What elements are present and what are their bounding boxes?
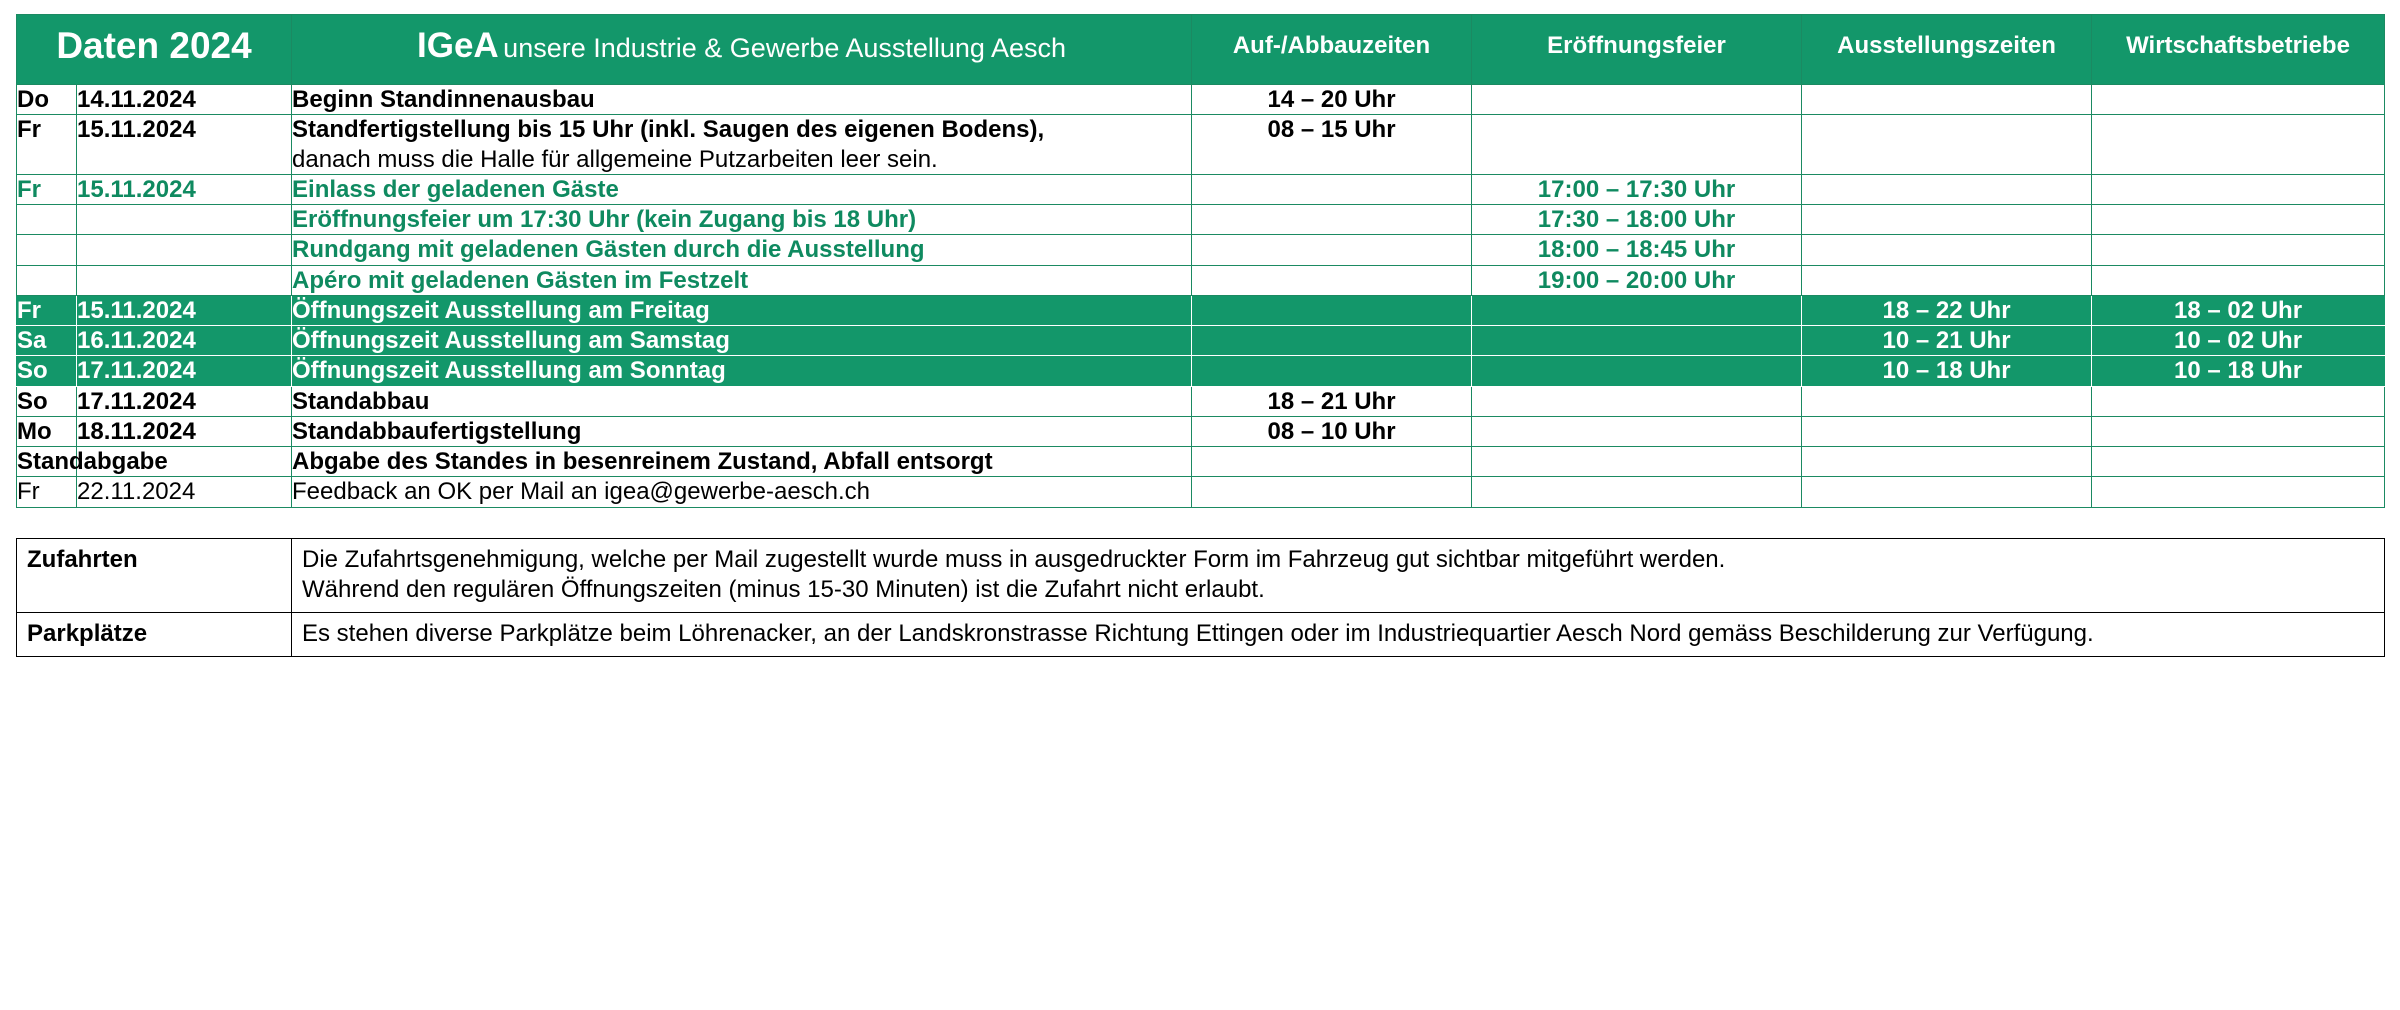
row-wirtschaftszeit: 10 – 02 Uhr (2092, 326, 2385, 356)
row-wirtschaftszeit (2092, 265, 2385, 295)
row-eroeffnungszeit: 17:00 – 17:30 Uhr (1472, 174, 1802, 204)
row-date: 15.11.2024 (77, 115, 292, 175)
row-aufbauzeit (1192, 477, 1472, 507)
schedule-table (16, 14, 2385, 508)
row-description-main: Standabbaufertigstellung (292, 417, 582, 445)
row-aufbauzeit: 14 – 20 Uhr (1192, 85, 1472, 115)
row-description-main: Eröffnungsfeier um 17:30 Uhr (kein Zugang bis 18 Uhr) (292, 206, 917, 234)
row-description-main: Öffnungszeit Ausstellung am Sonntag (292, 357, 726, 385)
column-header-wirtschaftsbetriebe: Wirtschaftsbetriebe (2092, 15, 2385, 85)
row-date (77, 235, 292, 265)
row-date: 15.11.2024 (77, 174, 292, 204)
row-aufbauzeit (1192, 295, 1472, 325)
row-aufbauzeit: 08 – 15 Uhr (1192, 115, 1472, 175)
row-eroeffnungszeit (1472, 326, 1802, 356)
notes-text-line1: Die Zufahrtsgenehmigung, welche per Mail zugestellt wurde muss in ausgedruckter Form im Fahrzeug gut sichtbar mitgeführt werden. (302, 545, 1726, 573)
table-row (17, 205, 2385, 235)
row-eroeffnungszeit: 19:00 – 20:00 Uhr (1472, 265, 1802, 295)
row-ausstellungszeit (1802, 447, 2092, 477)
notes-row (17, 538, 2385, 612)
row-eroeffnungszeit (1472, 85, 1802, 115)
row-day: Sa (17, 326, 77, 356)
table-row (17, 386, 2385, 416)
notes-text-line1: Es stehen diverse Parkplätze beim Löhrenacker, an der Landskronstrasse Richtung Ettingen oder im Industriequartier Aesch Nord gemäss Beschilderung zur Verfügung. (302, 619, 2094, 647)
row-description-main: Feedback an OK per Mail an igea@gewerbe-aesch.ch (292, 478, 871, 506)
row-wirtschaftszeit: 10 – 18 Uhr (2092, 356, 2385, 386)
row-description-main: Rundgang mit geladenen Gästen durch die Ausstellung (292, 236, 925, 264)
row-eroeffnungszeit: 17:30 – 18:00 Uhr (1472, 205, 1802, 235)
table-row (17, 356, 2385, 386)
row-date (77, 265, 292, 295)
table-row (17, 265, 2385, 295)
row-description (292, 265, 1192, 295)
row-eroeffnungszeit (1472, 447, 1802, 477)
row-date: 16.11.2024 (77, 326, 292, 356)
row-aufbauzeit (1192, 326, 1472, 356)
row-description-main: Standfertigstellung bis 15 Uhr (inkl. Saugen des eigenen Bodens), (292, 116, 1045, 144)
row-description-main: Beginn Standinnenausbau (292, 86, 595, 113)
row-date: 17.11.2024 (77, 356, 292, 386)
row-aufbauzeit: 08 – 10 Uhr (1192, 416, 1472, 446)
table-row (17, 174, 2385, 204)
column-header-aufbauzeiten: Auf-/Abbauzeiten (1192, 15, 1472, 85)
row-date: 18.11.2024 (77, 416, 292, 446)
notes-label: Zufahrten (17, 538, 292, 612)
row-description (292, 174, 1192, 204)
table-row (17, 235, 2385, 265)
row-date: 22.11.2024 (77, 477, 292, 507)
row-eroeffnungszeit (1472, 356, 1802, 386)
row-aufbauzeit (1192, 205, 1472, 235)
row-aufbauzeit (1192, 447, 1472, 477)
table-row (17, 447, 2385, 477)
row-description (292, 115, 1192, 175)
row-aufbauzeit (1192, 235, 1472, 265)
row-description (292, 416, 1192, 446)
row-description (292, 326, 1192, 356)
table-row (17, 477, 2385, 507)
table-row (17, 326, 2385, 356)
header-subtitle (292, 15, 1192, 85)
row-wirtschaftszeit (2092, 85, 2385, 115)
row-description (292, 477, 1192, 507)
row-eroeffnungszeit (1472, 477, 1802, 507)
row-day: So (17, 386, 77, 416)
row-wirtschaftszeit (2092, 174, 2385, 204)
notes-text (292, 612, 2385, 656)
row-eroeffnungszeit: 18:00 – 18:45 Uhr (1472, 235, 1802, 265)
row-description (292, 386, 1192, 416)
row-wirtschaftszeit (2092, 235, 2385, 265)
row-day (17, 205, 77, 235)
row-description-main: Apéro mit geladenen Gästen im Festzelt (292, 266, 749, 294)
row-ausstellungszeit (1802, 205, 2092, 235)
row-day: So (17, 356, 77, 386)
row-eroeffnungszeit (1472, 386, 1802, 416)
row-day (17, 235, 77, 265)
row-aufbauzeit: 18 – 21 Uhr (1192, 386, 1472, 416)
row-ausstellungszeit (1802, 85, 2092, 115)
row-ausstellungszeit: 10 – 21 Uhr (1802, 326, 2092, 356)
notes-label: Parkplätze (17, 612, 292, 656)
row-day: Mo (17, 416, 77, 446)
row-date: 14.11.2024 (77, 85, 292, 115)
notes-row (17, 612, 2385, 656)
row-eroeffnungszeit (1472, 416, 1802, 446)
row-wirtschaftszeit (2092, 386, 2385, 416)
row-day: Do (17, 85, 77, 115)
header-title: Daten 2024 (17, 15, 292, 85)
row-ausstellungszeit (1802, 416, 2092, 446)
row-date: 17.11.2024 (77, 386, 292, 416)
row-ausstellungszeit: 10 – 18 Uhr (1802, 356, 2092, 386)
notes-text (292, 538, 2385, 612)
row-description (292, 205, 1192, 235)
row-description (292, 235, 1192, 265)
row-aufbauzeit (1192, 174, 1472, 204)
table-row (17, 416, 2385, 446)
row-day: Fr (17, 174, 77, 204)
row-day: Fr (17, 295, 77, 325)
row-eroeffnungszeit (1472, 295, 1802, 325)
column-header-eroeffnungsfeier: Eröffnungsfeier (1472, 15, 1802, 85)
row-description-main: Öffnungszeit Ausstellung am Freitag (292, 296, 710, 324)
row-day (17, 265, 77, 295)
row-day: Fr (17, 115, 77, 175)
row-ausstellungszeit (1802, 174, 2092, 204)
notes-table (16, 538, 2385, 657)
row-ausstellungszeit (1802, 477, 2092, 507)
column-header-ausstellungszeiten: Ausstellungszeiten (1802, 15, 2092, 85)
row-description (292, 85, 1192, 115)
row-description (292, 356, 1192, 386)
row-description-sub: danach muss die Halle für allgemeine Putzarbeiten leer sein. (292, 145, 938, 173)
row-ausstellungszeit: 18 – 22 Uhr (1802, 295, 2092, 325)
row-wirtschaftszeit (2092, 477, 2385, 507)
row-ausstellungszeit (1802, 115, 2092, 175)
row-day: Fr (17, 477, 77, 507)
row-ausstellungszeit (1802, 235, 2092, 265)
row-wirtschaftszeit (2092, 205, 2385, 235)
row-description-main: Standabbau (292, 387, 430, 415)
row-description (292, 295, 1192, 325)
row-day: Standabgabe (17, 448, 168, 476)
row-wirtschaftszeit: 18 – 02 Uhr (2092, 295, 2385, 325)
row-date: 15.11.2024 (77, 295, 292, 325)
header-brand: IGeA (417, 26, 499, 65)
row-aufbauzeit (1192, 265, 1472, 295)
row-ausstellungszeit (1802, 265, 2092, 295)
notes-text-line2: Während den regulären Öffnungszeiten (minus 15-30 Minuten) ist die Zufahrt nicht erlaubt. (302, 575, 1265, 603)
row-wirtschaftszeit (2092, 416, 2385, 446)
row-description-main: Einlass der geladenen Gäste (292, 175, 619, 203)
row-eroeffnungszeit (1472, 115, 1802, 175)
row-date (77, 205, 292, 235)
table-row (17, 85, 2385, 115)
table-header-row (17, 15, 2385, 85)
row-wirtschaftszeit (2092, 115, 2385, 175)
row-wirtschaftszeit (2092, 447, 2385, 477)
row-ausstellungszeit (1802, 386, 2092, 416)
row-description (292, 447, 1192, 477)
header-brand-subtitle: unsere Industrie & Gewerbe Ausstellung Aesch (503, 33, 1067, 63)
table-row (17, 115, 2385, 175)
table-row (17, 295, 2385, 325)
row-description-main: Abgabe des Standes in besenreinem Zustand, Abfall entsorgt (292, 448, 993, 476)
row-description-main: Öffnungszeit Ausstellung am Samstag (292, 327, 730, 355)
row-aufbauzeit (1192, 356, 1472, 386)
